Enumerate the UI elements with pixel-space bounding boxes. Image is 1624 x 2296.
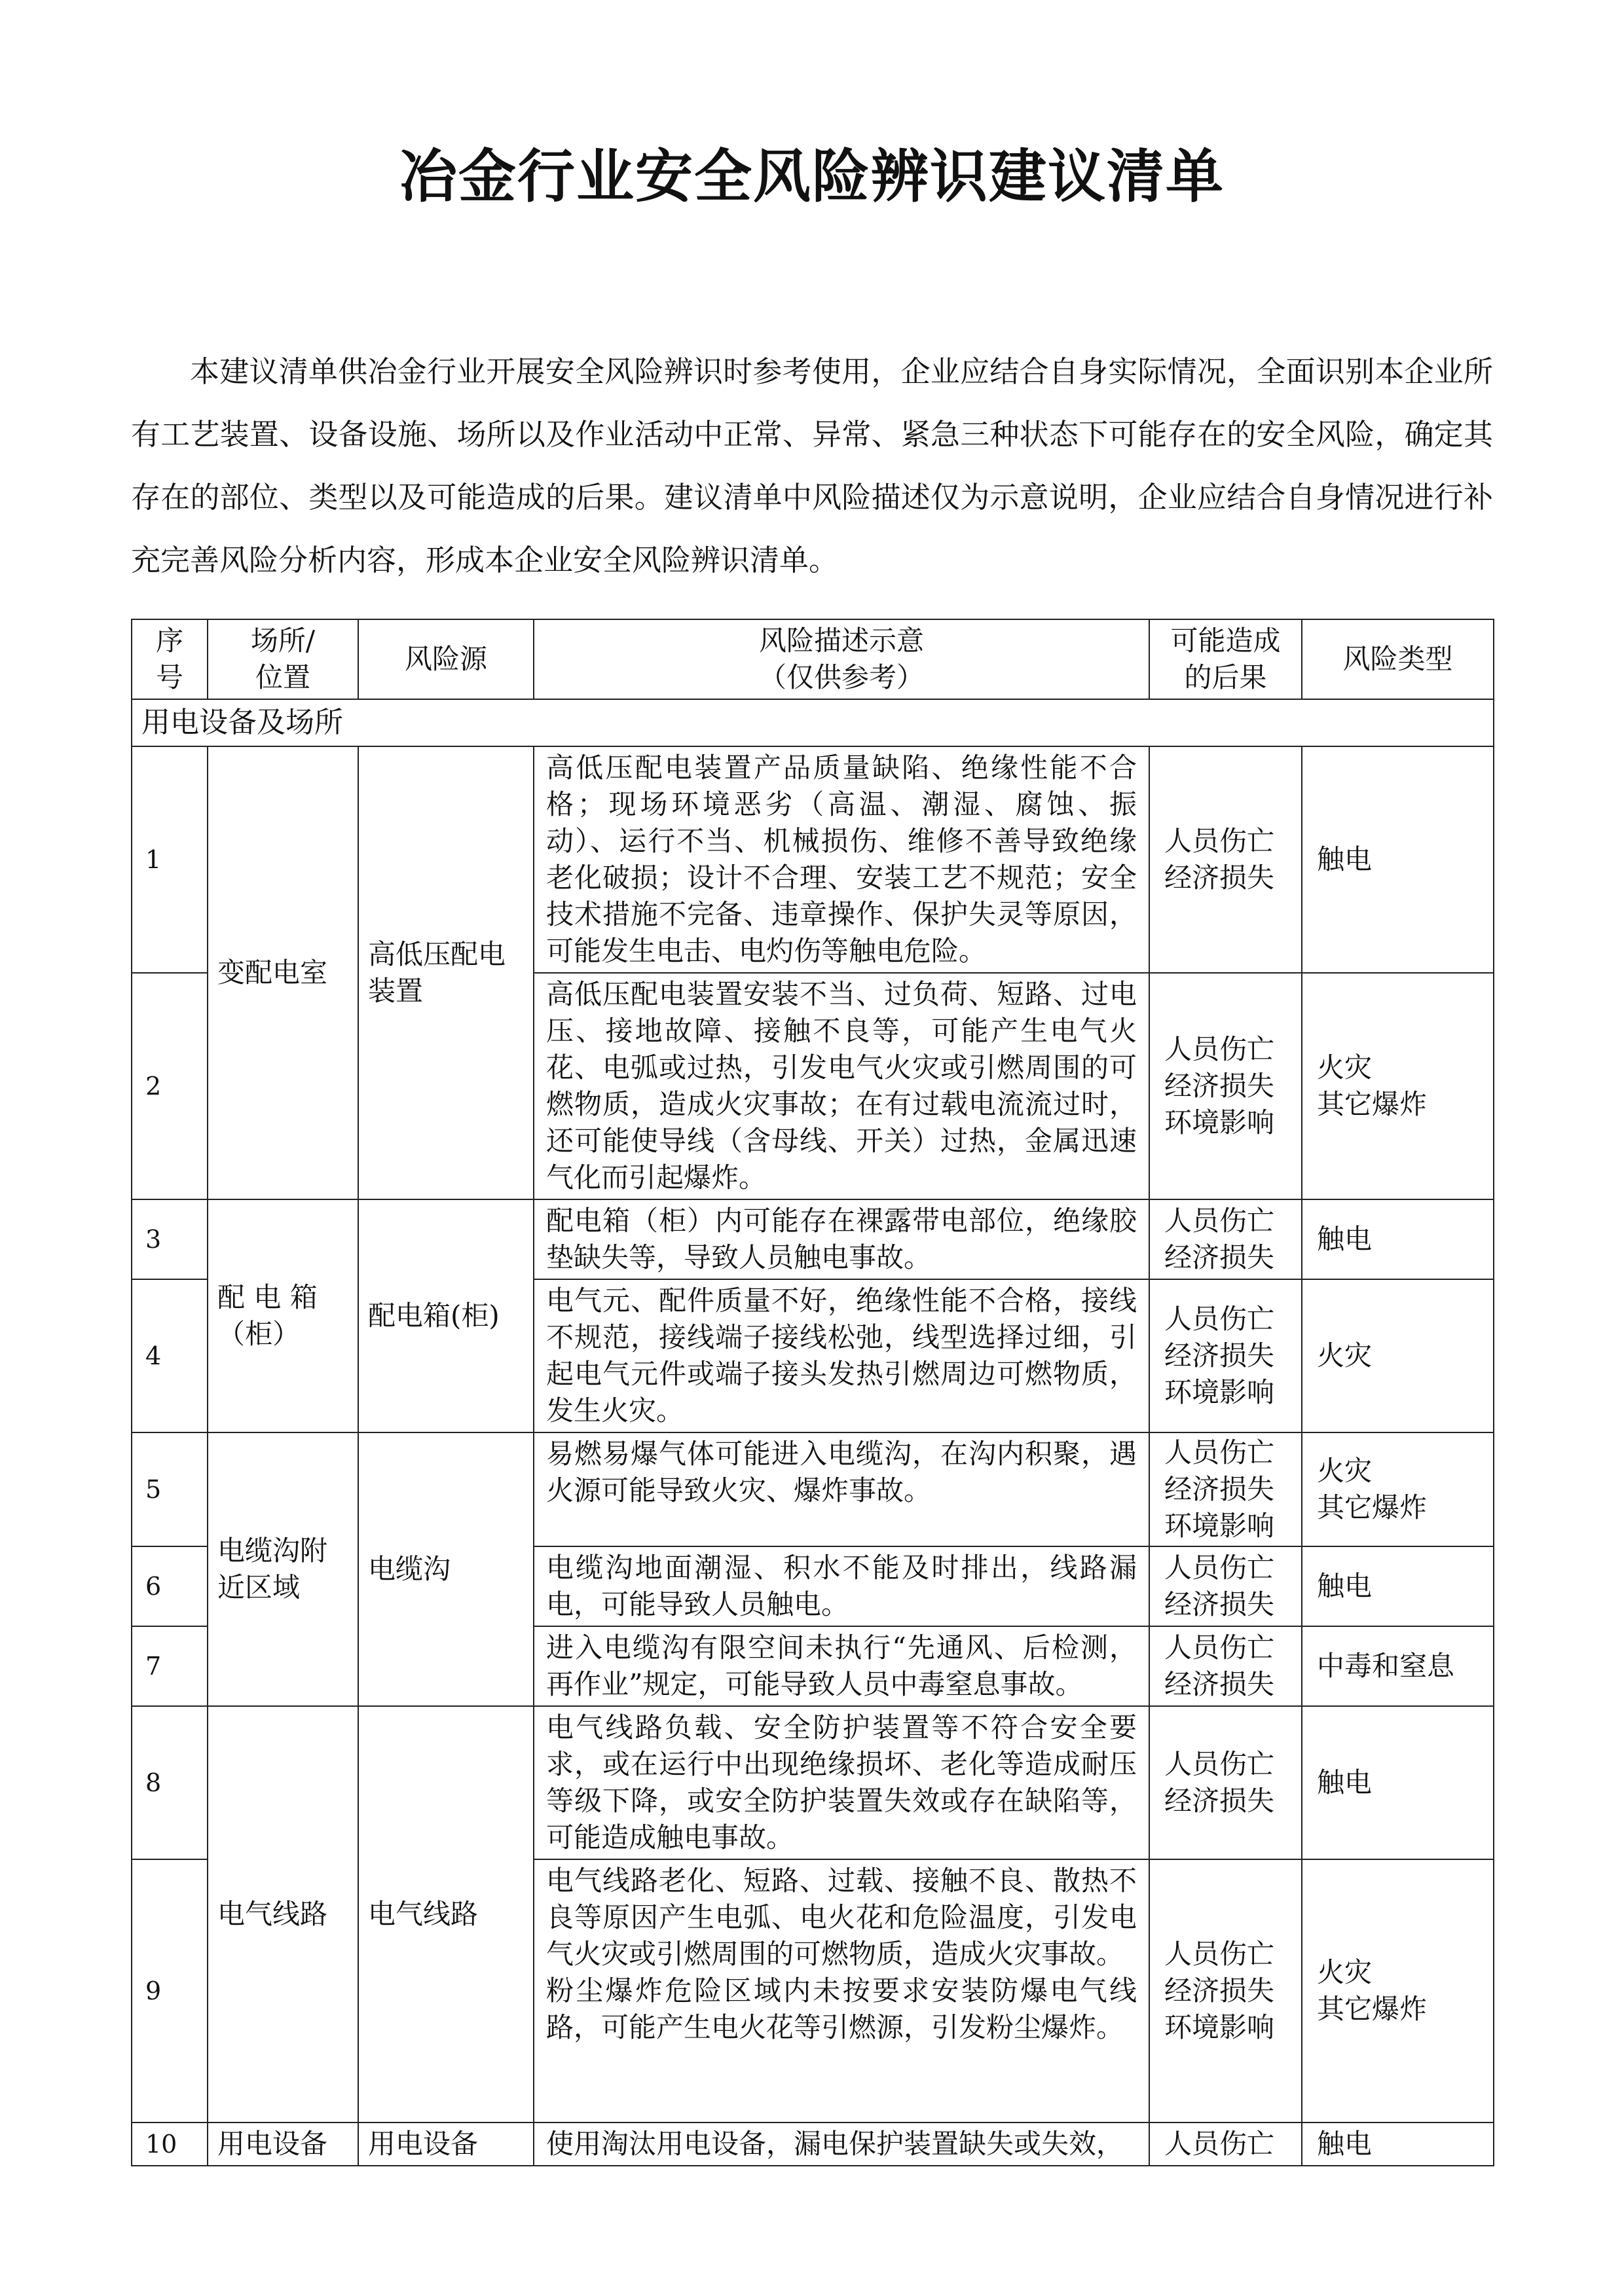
table-row xyxy=(132,1706,1494,1859)
row-location: 电缆沟附近区域 xyxy=(208,1432,358,1706)
row-description: 配电箱（柜）内可能存在裸露带电部位，绝缘胶垫缺失等，导致人员触电事故。 xyxy=(534,1199,1149,1279)
row-source: 配电箱(柜) xyxy=(358,1199,534,1432)
row-description: 使用淘汰用电设备，漏电保护装置缺失或失效， xyxy=(534,2123,1149,2166)
row-num: 2 xyxy=(132,973,208,1199)
intro-paragraph: 本建议清单供冶金行业开展安全风险辨识时参考使用，企业应结合自身实际情况，全面识别本企业所有工艺装置、设备设施、场所以及作业活动中正常、异常、紧急三种状态下可能存在的安全风险，确定其存在的部位、类型以及可能造成的后果。建议清单中风险描述仅为示意说明，企业应结合自身情况进行补充完善风险分析内容，形成本企业安全风险辨识清单。 xyxy=(131,354,1493,577)
row-num: 9 xyxy=(132,1859,208,2123)
row-consequence: 人员伤亡 经济损失 xyxy=(1149,746,1302,973)
table-row xyxy=(132,1199,1494,1279)
row-consequence: 人员伤亡 经济损失 环境影响 xyxy=(1149,1279,1302,1432)
row-consequence: 人员伤亡 xyxy=(1149,2123,1302,2166)
header-num: 序 号 xyxy=(132,619,208,699)
row-num: 6 xyxy=(132,1546,208,1626)
row-consequence: 人员伤亡 经济损失 环境影响 xyxy=(1149,1432,1302,1546)
row-num: 3 xyxy=(132,1199,208,1279)
row-num: 10 xyxy=(132,2123,208,2166)
row-source: 电气线路 xyxy=(358,1706,534,2123)
row-description: 电缆沟地面潮湿、积水不能及时排出，线路漏电，可能导致人员触电。 xyxy=(534,1546,1149,1626)
row-description: 易燃易爆气体可能进入电缆沟，在沟内积聚，遇火源可能导致火灾、爆炸事故。 xyxy=(534,1432,1149,1546)
row-location: 电气线路 xyxy=(208,1706,358,2123)
row-source: 用电设备 xyxy=(358,2123,534,2166)
row-risk-type: 触电 xyxy=(1302,746,1494,973)
row-risk-type: 触电 xyxy=(1302,2123,1494,2166)
row-description: 高低压配电装置产品质量缺陷、绝缘性能不合格；现场环境恶劣（高温、潮湿、腐蚀、振动）、运行不当、机械损伤、维修不善导致绝缘老化破损；设计不合理、安装工艺不规范；安全技术措施不完备、违章操作、保护失灵等原因，可能发生电击、电灼伤等触电危险。 xyxy=(534,746,1149,973)
row-risk-type: 中毒和窒息 xyxy=(1302,1626,1494,1706)
row-description: 高低压配电装置安装不当、过负荷、短路、过电压、接地故障、接触不良等，可能产生电气火花、电弧或过热，引发电气火灾或引燃周围的可燃物质，造成火灾事故；在有过载电流流过时，还可能使导线（含母线、开关）过热，金属迅速气化而引起爆炸。 xyxy=(534,973,1149,1199)
row-consequence: 人员伤亡 经济损失 xyxy=(1149,1199,1302,1279)
row-location: 用电设备 xyxy=(208,2123,358,2166)
table-row xyxy=(132,2123,1494,2166)
row-consequence: 人员伤亡 经济损失 xyxy=(1149,1546,1302,1626)
row-description: 电气线路负载、安全防护装置等不符合安全要求，或在运行中出现绝缘损坏、老化等造成耐压等级下降，或安全防护装置失效或存在缺陷等，可能造成触电事故。 xyxy=(534,1706,1149,1859)
row-risk-type: 触电 xyxy=(1302,1546,1494,1626)
row-num: 5 xyxy=(132,1432,208,1546)
row-consequence: 人员伤亡 经济损失 xyxy=(1149,1706,1302,1859)
row-description: 进入电缆沟有限空间未执行“先通风、后检测，再作业”规定，可能导致人员中毒窒息事故。 xyxy=(534,1626,1149,1706)
row-consequence: 人员伤亡 经济损失 环境影响 xyxy=(1149,1859,1302,2123)
table-row xyxy=(132,746,1494,973)
row-num: 7 xyxy=(132,1626,208,1706)
section-row xyxy=(132,699,1494,746)
row-risk-type: 火灾 其它爆炸 xyxy=(1302,1859,1494,2123)
table-row xyxy=(132,1432,1494,1546)
row-risk-type: 触电 xyxy=(1302,1199,1494,1279)
risk-table xyxy=(131,619,1494,2166)
header-consequence: 可能造成 的后果 xyxy=(1149,619,1302,699)
row-description: 电气线路老化、短路、过载、接触不良、散热不良等原因产生电弧、电火花和危险温度，引发电气火灾或引燃周围的可燃物质，造成火灾事故。 粉尘爆炸危险区域内未按要求安装防爆电气线路，可能产生电火花等引燃源，引发粉尘爆炸。 xyxy=(534,1859,1149,2123)
row-description: 电气元、配件质量不好，绝缘性能不合格，接线不规范，接线端子接线松弛，线型选择过细，引起电气元件或端子接头发热引燃周边可燃物质，发生火灾。 xyxy=(534,1279,1149,1432)
row-location: 变配电室 xyxy=(208,746,358,1199)
header-description: 风险描述示意 （仅供参考） xyxy=(534,619,1149,699)
row-source: 高低压配电装置 xyxy=(358,746,534,1199)
row-consequence: 人员伤亡 经济损失 xyxy=(1149,1626,1302,1706)
section-title: 用电设备及场所 xyxy=(132,699,1494,746)
row-source: 电缆沟 xyxy=(358,1432,534,1706)
row-risk-type: 火灾 xyxy=(1302,1279,1494,1432)
document-title: 冶金行业安全风险辨识建议清单 xyxy=(399,142,1225,210)
header-location: 场所/ 位置 xyxy=(208,619,358,699)
header-type: 风险类型 xyxy=(1302,619,1494,699)
row-location: 配 电 箱（柜） xyxy=(208,1199,358,1432)
header-source: 风险源 xyxy=(358,619,534,699)
row-risk-type: 火灾 其它爆炸 xyxy=(1302,1432,1494,1546)
row-consequence: 人员伤亡 经济损失 环境影响 xyxy=(1149,973,1302,1199)
table-header-row xyxy=(132,619,1494,699)
row-risk-type: 触电 xyxy=(1302,1706,1494,1859)
row-num: 8 xyxy=(132,1706,208,1859)
row-risk-type: 火灾 其它爆炸 xyxy=(1302,973,1494,1199)
row-num: 1 xyxy=(132,746,208,973)
row-num: 4 xyxy=(132,1279,208,1432)
